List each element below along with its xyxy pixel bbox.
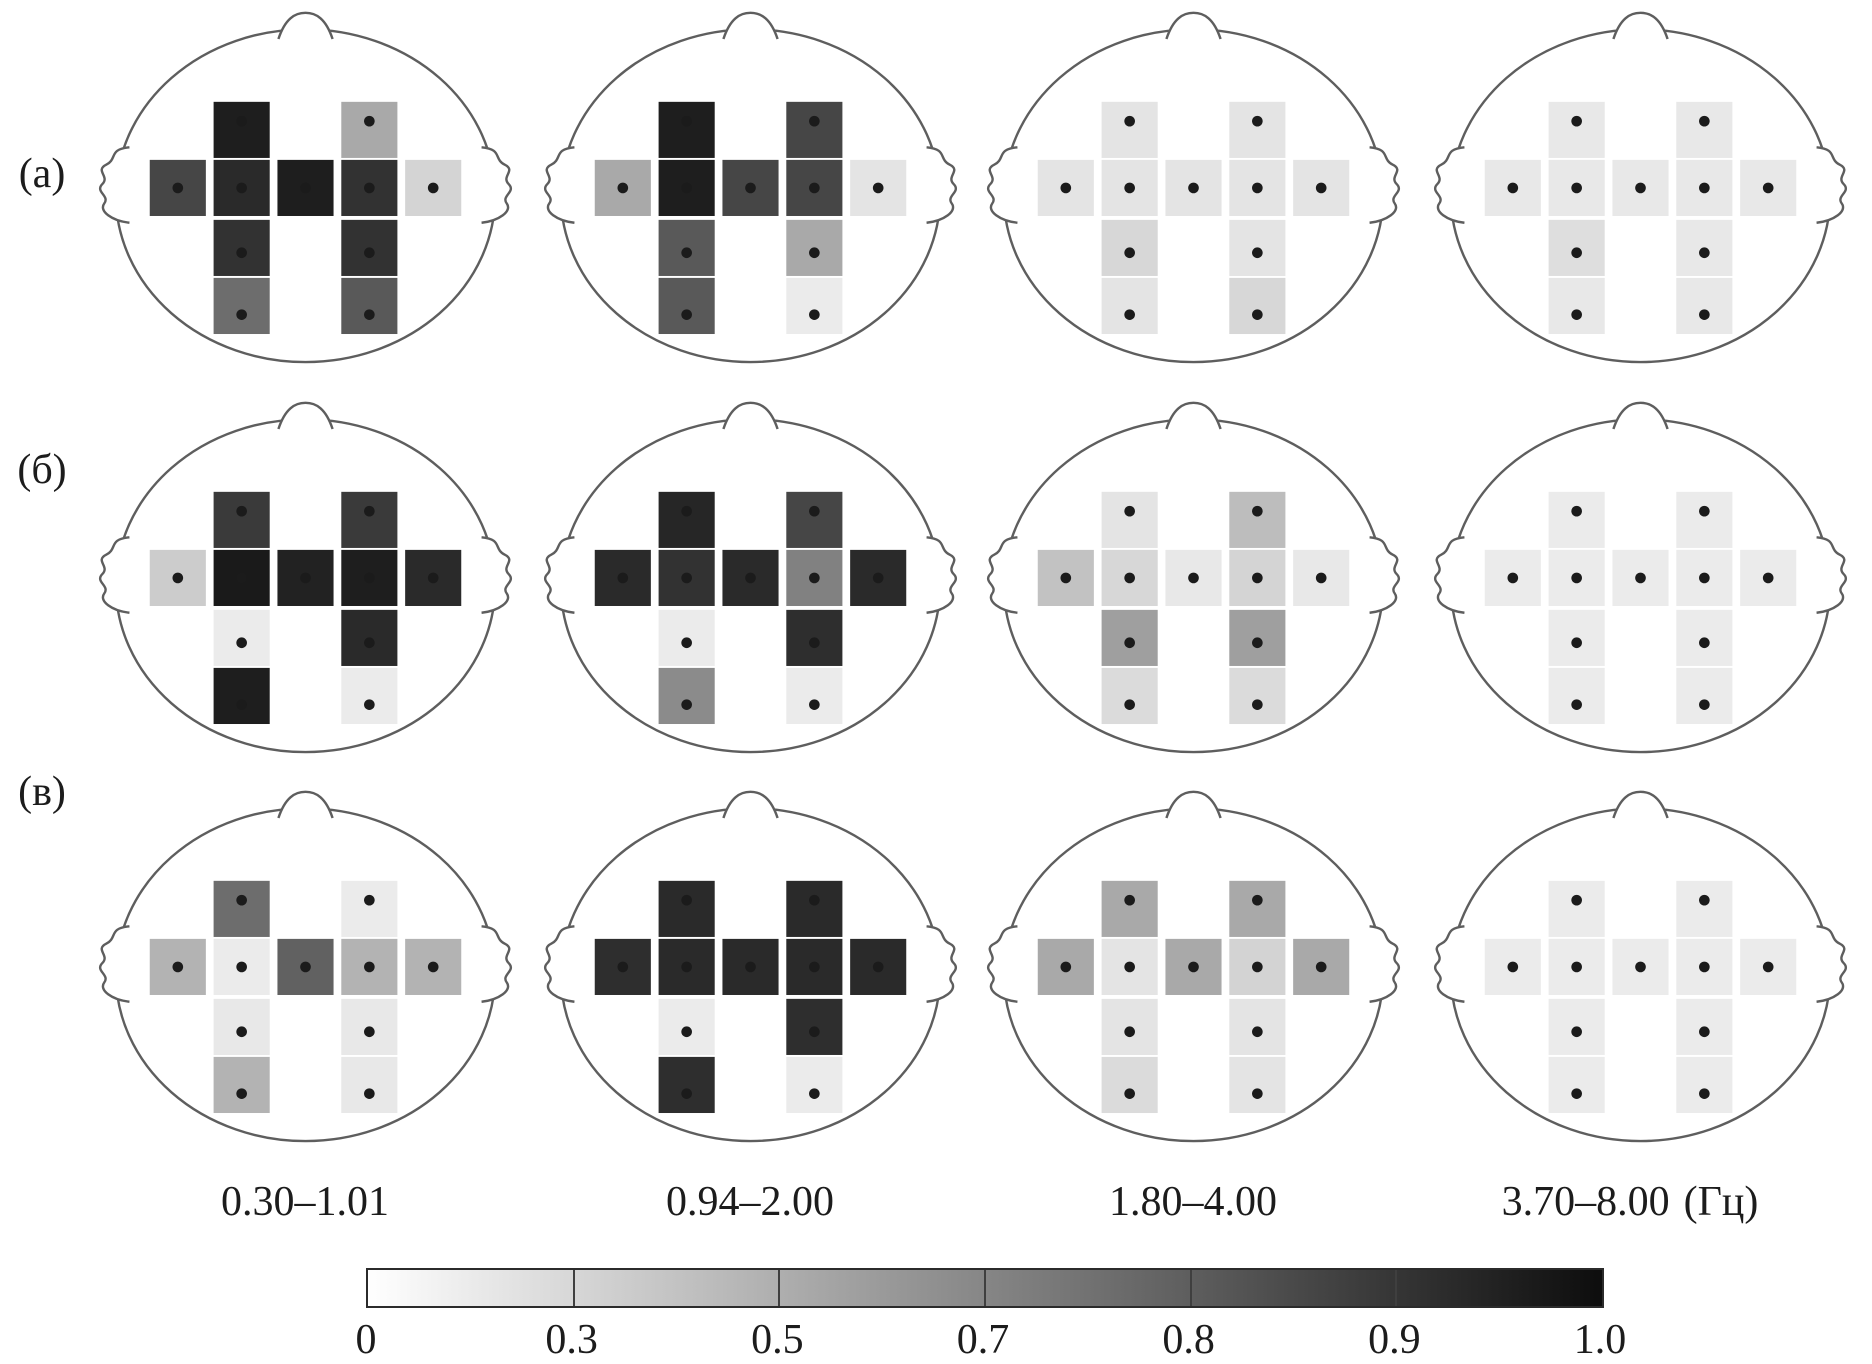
band-label-2: 0.94–2.00 [666,1179,834,1225]
electrode-dot [1699,699,1710,710]
electrode-cell [1102,881,1158,937]
topomap-row3-band4 [1418,785,1863,1145]
electrode-dot [1316,962,1327,973]
electrode-dot [1060,573,1071,584]
electrode-dot [1763,962,1774,973]
colorbar-tick: 0.5 [751,1317,804,1363]
electrode-dot [1507,573,1518,584]
electrode-dot [1571,1088,1582,1099]
electrode-cell [214,278,270,334]
electrode-dot [681,637,692,648]
topomap-row2-band1 [83,396,528,756]
electrode-cell [214,668,270,724]
electrode-dot [236,1026,247,1037]
colorbar-tick: 0 [355,1317,377,1363]
electrode-dot [236,1088,247,1099]
nose [1613,13,1667,39]
electrode-dot [1188,183,1199,194]
electrode-cell [1676,102,1732,158]
electrode-cell [1549,102,1605,158]
electrode-dot [873,183,884,194]
electrode-dot [745,183,756,194]
electrode-dot [364,637,375,648]
electrode-cell [1102,668,1158,724]
electrode-dot [1124,895,1135,906]
electrode-dot [617,962,628,973]
electrode-cell [786,1057,842,1113]
electrode-dot [1571,1026,1582,1037]
nose [723,403,777,429]
electrode-dot [236,116,247,127]
electrode-dot [364,962,375,973]
electrode-dot [1699,183,1710,194]
electrode-dot [1124,506,1135,517]
topomap-row2-band2 [528,396,973,756]
electrode-dot [236,895,247,906]
electrode-dot [809,309,820,320]
electrode-cell [786,881,842,937]
electrode-dot [1571,247,1582,258]
electrode-dot [1699,1088,1710,1099]
electrode-dot [1124,309,1135,320]
electrode-cell [1229,278,1285,334]
electrode-dot [1763,183,1774,194]
electrode-dot [1699,1026,1710,1037]
electrode-dot [1060,183,1071,194]
topomap-row1-band2 [528,6,973,366]
colorbar-divider [778,1270,780,1306]
electrode-dot [1252,506,1263,517]
electrode-dot [1124,183,1135,194]
electrode-dot [236,506,247,517]
topomap-row1-band1 [83,6,528,366]
electrode-cell [659,102,715,158]
colorbar [366,1268,1604,1308]
electrode-dot [1252,1088,1263,1099]
electrode-dot [236,962,247,973]
electrode-cell [1229,668,1285,724]
electrode-cell [659,1057,715,1113]
electrode-cell [1229,1057,1285,1113]
colorbar-tick: 0.9 [1368,1317,1421,1363]
electrode-dot [428,573,439,584]
electrode-dot [1124,1026,1135,1037]
electrode-dot [681,116,692,127]
electrode-dot [364,1026,375,1037]
electrode-dot [1252,183,1263,194]
electrode-dot [1635,183,1646,194]
electrode-dot [1571,895,1582,906]
electrode-dot [1060,962,1071,973]
colorbar-tick: 0.8 [1162,1317,1215,1363]
electrode-cell [1229,492,1285,548]
electrode-cell [341,668,397,724]
electrode-cell [1549,668,1605,724]
topomap-row1-band3 [971,6,1416,366]
electrode-cell [1102,278,1158,334]
electrode-cell [1229,881,1285,937]
electrode-dot [1699,573,1710,584]
electrode-dot [1124,699,1135,710]
band-label-3: 1.80–4.00 [1109,1179,1277,1225]
electrode-dot [1635,573,1646,584]
band-label-1: 0.30–1.01 [221,1179,389,1225]
band-label-4 [1390,1178,1870,1226]
nose [723,13,777,39]
electrode-dot [300,962,311,973]
nose [278,13,332,39]
electrode-dot [1571,699,1582,710]
electrode-dot [809,183,820,194]
electrode-dot [809,962,820,973]
row-label-a: (а) [18,151,66,197]
electrode-cell [214,1057,270,1113]
colorbar-divider [1395,1270,1397,1306]
electrode-cell [1229,102,1285,158]
electrode-dot [364,506,375,517]
colorbar-tick: 0.7 [956,1317,1010,1363]
electrode-dot [364,247,375,258]
nose [278,403,332,429]
electrode-cell [1549,492,1605,548]
electrode-dot [1699,247,1710,258]
electrode-dot [364,1088,375,1099]
electrode-dot [681,1026,692,1037]
electrode-dot [236,573,247,584]
electrode-dot [236,183,247,194]
electrode-dot [236,637,247,648]
topomap-row3-band1 [83,785,528,1145]
topomap-row3-band3 [971,785,1416,1145]
electrode-cell [341,881,397,937]
electrode-cell [786,278,842,334]
electrode-cell [786,668,842,724]
electrode-dot [1507,962,1518,973]
electrode-cell [1676,278,1732,334]
electrode-dot [681,895,692,906]
electrode-dot [1252,962,1263,973]
electrode-dot [873,962,884,973]
electrode-dot [1699,962,1710,973]
electrode-dot [809,895,820,906]
electrode-cell [1676,668,1732,724]
electrode-dot [1699,116,1710,127]
electrode-dot [745,573,756,584]
electrode-dot [300,573,311,584]
band-unit-label: (Гц) [1683,1179,1759,1225]
topomap-row3-band2 [528,785,973,1145]
electrode-dot [1763,573,1774,584]
nose [1166,13,1220,39]
electrode-dot [364,895,375,906]
electrode-dot [1124,962,1135,973]
electrode-dot [809,247,820,258]
electrode-dot [1699,895,1710,906]
electrode-cell [1676,1057,1732,1113]
electrode-dot [428,183,439,194]
electrode-cell [1102,1057,1158,1113]
electrode-dot [1124,637,1135,648]
electrode-dot [364,699,375,710]
electrode-dot [236,309,247,320]
electrode-dot [809,573,820,584]
electrode-dot [1699,309,1710,320]
electrode-dot [236,247,247,258]
electrode-dot [1316,183,1327,194]
electrode-dot [172,573,183,584]
electrode-cell [786,492,842,548]
electrode-cell [341,492,397,548]
electrode-cell [341,102,397,158]
electrode-dot [681,1088,692,1099]
electrode-cell [341,278,397,334]
electrode-dot [364,309,375,320]
electrode-dot [1571,573,1582,584]
colorbar-divider [984,1270,986,1306]
nose [1613,792,1667,818]
electrode-dot [300,183,311,194]
electrode-dot [172,962,183,973]
electrode-dot [1188,573,1199,584]
electrode-dot [809,116,820,127]
electrode-dot [1699,637,1710,648]
electrode-cell [214,492,270,548]
electrode-dot [1571,962,1582,973]
electrode-dot [617,183,628,194]
colorbar-tick: 0.3 [545,1317,598,1363]
electrode-dot [364,183,375,194]
electrode-dot [1571,183,1582,194]
electrode-dot [809,637,820,648]
electrode-dot [1252,1026,1263,1037]
topomap-row2-band3 [971,396,1416,756]
electrode-dot [1252,699,1263,710]
band-label-4-range: 3.70–8.00 [1501,1179,1670,1225]
electrode-dot [172,183,183,194]
electrode-dot [236,699,247,710]
electrode-dot [364,573,375,584]
electrode-dot [681,699,692,710]
electrode-dot [1252,309,1263,320]
nose [278,792,332,818]
electrode-dot [1124,116,1135,127]
electrode-dot [1124,573,1135,584]
colorbar-divider [573,1270,575,1306]
colorbar-tick: 1.0 [1573,1317,1627,1363]
electrode-dot [681,506,692,517]
electrode-cell [1676,492,1732,548]
electrode-dot [1252,895,1263,906]
electrode-cell [1102,492,1158,548]
electrode-cell [786,102,842,158]
nose [1613,403,1667,429]
electrode-dot [681,573,692,584]
electrode-dot [1124,247,1135,258]
electrode-dot [1635,962,1646,973]
electrode-dot [681,962,692,973]
electrode-dot [428,962,439,973]
electrode-dot [681,183,692,194]
electrode-cell [1102,102,1158,158]
topomap-row1-band4 [1418,6,1863,366]
electrode-dot [1124,1088,1135,1099]
electrode-cell [214,881,270,937]
electrode-cell [659,492,715,548]
electrode-cell [1549,881,1605,937]
row-label-v: (в) [18,769,66,815]
electrode-dot [873,573,884,584]
electrode-cell [659,278,715,334]
electrode-dot [1252,573,1263,584]
electrode-dot [1571,637,1582,648]
electrode-dot [1252,247,1263,258]
electrode-dot [1252,116,1263,127]
electrode-dot [809,506,820,517]
electrode-dot [1571,506,1582,517]
electrode-dot [809,1026,820,1037]
electrode-cell [659,881,715,937]
electrode-dot [617,573,628,584]
electrode-cell [214,102,270,158]
electrode-cell [1676,881,1732,937]
row-label-b: (б) [17,447,67,493]
electrode-cell [1549,1057,1605,1113]
nose [723,792,777,818]
electrode-dot [1316,573,1327,584]
electrode-dot [809,699,820,710]
electrode-dot [681,247,692,258]
topomap-row2-band4 [1418,396,1863,756]
electrode-dot [809,1088,820,1099]
electrode-cell [341,1057,397,1113]
electrode-cell [659,668,715,724]
electrode-dot [1507,183,1518,194]
electrode-dot [1699,506,1710,517]
electrode-dot [1188,962,1199,973]
electrode-dot [364,116,375,127]
colorbar-divider [1190,1270,1192,1306]
electrode-dot [1571,309,1582,320]
nose [1166,403,1220,429]
electrode-cell [1549,278,1605,334]
electrode-dot [1252,637,1263,648]
electrode-dot [745,962,756,973]
electrode-dot [681,309,692,320]
electrode-dot [1571,116,1582,127]
nose [1166,792,1220,818]
